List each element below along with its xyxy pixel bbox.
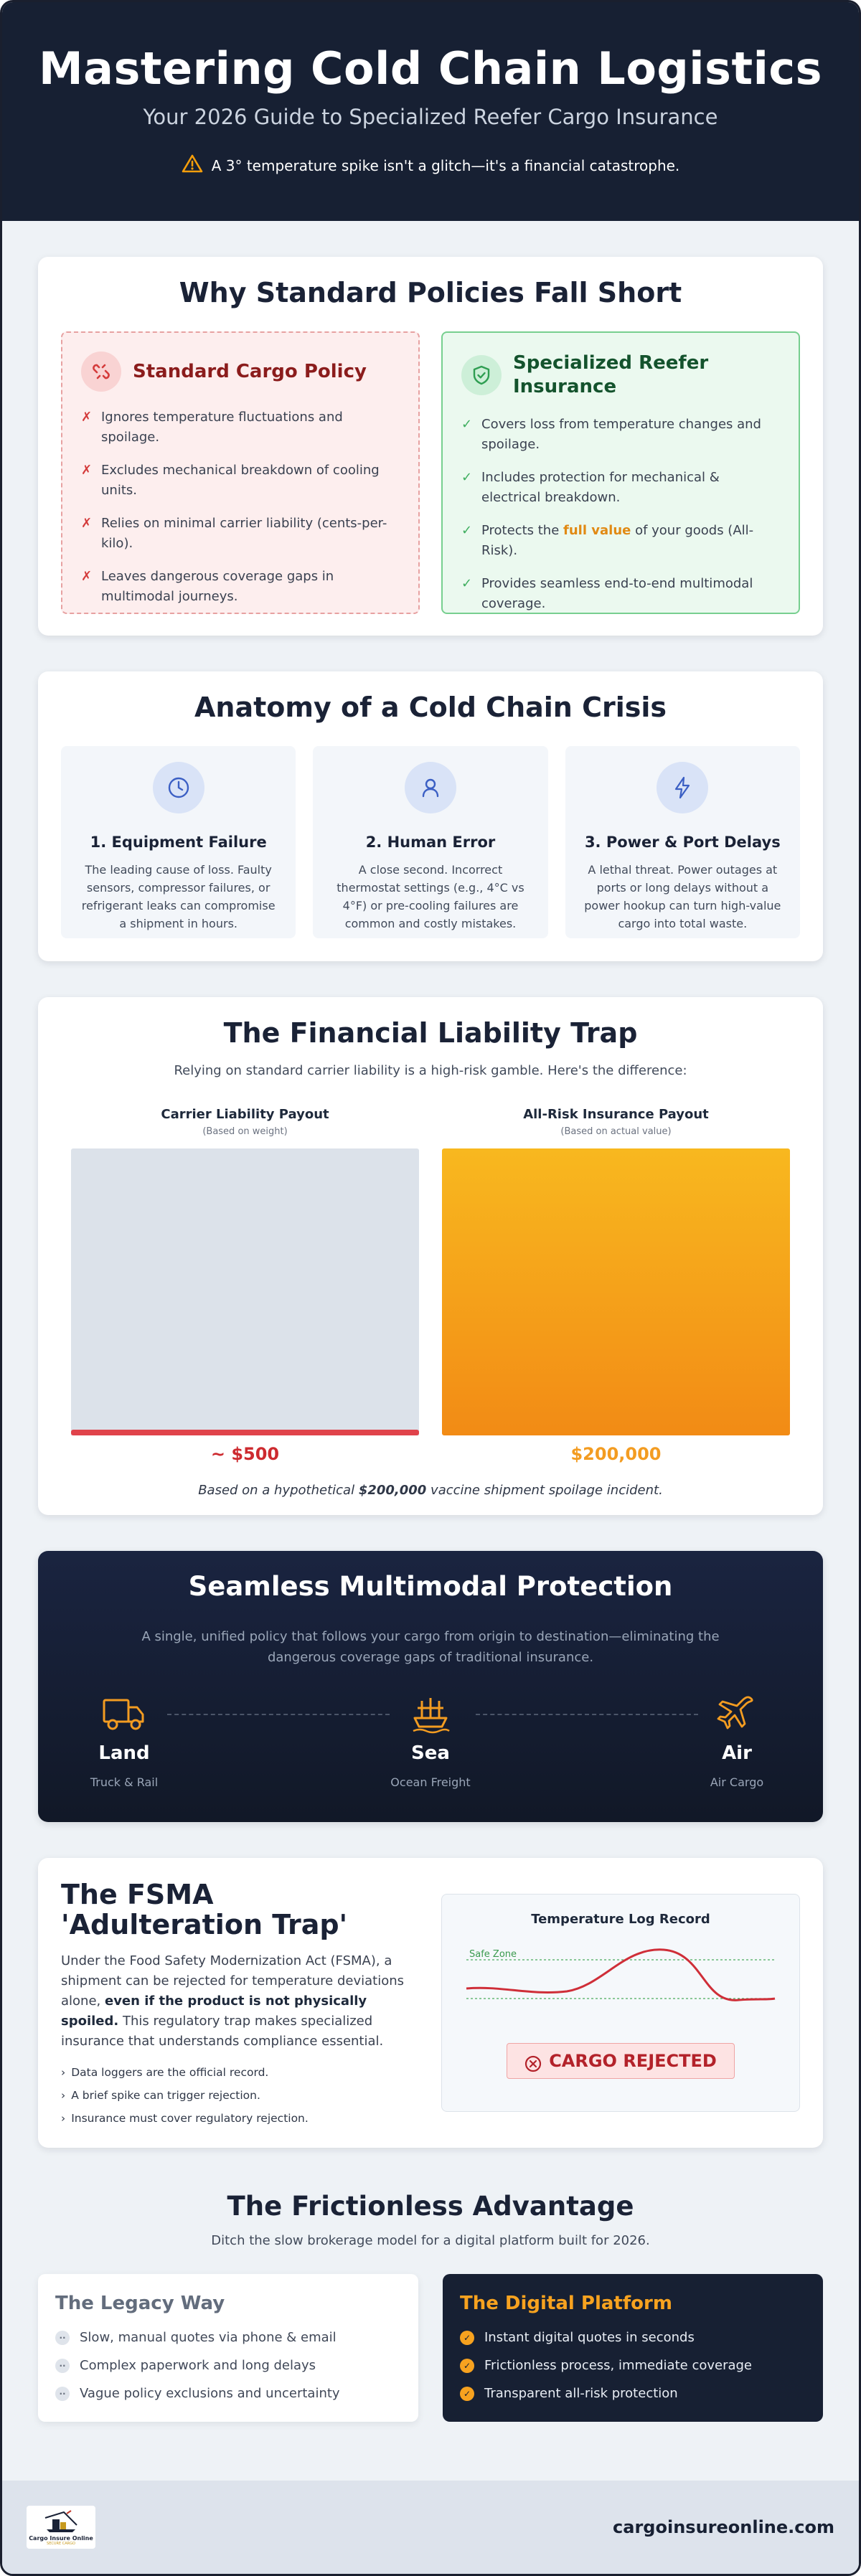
legacy-way-card	[38, 2274, 418, 2422]
list-item: › Insurance must cover regulatory rejection.	[61, 2112, 309, 2125]
why-title: Why Standard Policies Fall Short	[179, 277, 682, 308]
broken-link-icon	[81, 352, 121, 392]
mode-name: Sea	[411, 1742, 450, 1764]
digital-platform-card	[443, 2274, 823, 2422]
anatomy-title: Anatomy of a Cold Chain Crisis	[194, 692, 667, 723]
anatomy-section	[38, 671, 823, 961]
plane-icon	[694, 1692, 780, 1735]
crisis-title: 2. Human Error	[365, 834, 496, 851]
warning-icon	[182, 154, 203, 177]
warning-banner	[2, 154, 859, 177]
shield-check-icon	[461, 355, 502, 395]
list-item: ·· Vague policy exclusions and uncertainty	[55, 2386, 401, 2401]
bar-track	[71, 1148, 419, 1435]
warning-text: A 3° temperature spike isn't a glitch—it's a financial catastrophe.	[211, 156, 680, 174]
ellipsis-icon: ··	[55, 2359, 70, 2373]
bar-group-carrier	[71, 1107, 419, 1464]
legacy-title: The Legacy Way	[55, 2293, 225, 2314]
multimodal-section	[38, 1551, 823, 1822]
check-icon: ✓	[460, 2331, 474, 2345]
bar-carrier	[71, 1430, 419, 1435]
list-item: ✓ Transparent all-risk protection	[460, 2386, 806, 2401]
x-icon: ✗	[81, 516, 93, 531]
highlight-full-value: full value	[563, 523, 631, 538]
clock-icon	[153, 762, 204, 813]
bar-allrisk	[442, 1148, 790, 1435]
list-item: › Data loggers are the official record.	[61, 2066, 269, 2079]
why-section	[38, 257, 823, 636]
ellipsis-icon: ··	[55, 2387, 70, 2401]
mode-sub: Truck & Rail	[90, 1775, 159, 1789]
mode-sea	[387, 1692, 474, 1789]
liability-title: The Financial Liability Trap	[223, 1017, 638, 1049]
temperature-curve	[459, 1933, 782, 2033]
crisis-text: A lethal threat. Power outages at ports or long delays without a power hookup can turn high-value cargo into total waste.	[584, 863, 781, 930]
specialized-policy-card	[441, 331, 800, 614]
list-item: ✗ Ignores temperature fluctuations and spoilage.	[81, 407, 400, 448]
check-icon: ✓	[460, 2359, 474, 2373]
crisis-text: The leading cause of loss. Faulty sensors, compressor failures, or refrigerant leaks can compromise a shipment in hours.	[81, 863, 276, 930]
crisis-title: 1. Equipment Failure	[90, 834, 267, 851]
bar-track	[442, 1148, 790, 1435]
footer	[2, 2481, 859, 2574]
mode-sub: Ocean Freight	[390, 1775, 471, 1789]
crisis-card-power	[565, 746, 800, 938]
bar-subtitle: (Based on actual value)	[560, 1126, 672, 1137]
fsma-body: Under the Food Safety Modernization Act (FSMA), a shipment can be rejected for temperature deviations alone, even if the product is not physically spoiled. This regulatory trap makes specialized insurance that understands compliance essential.	[61, 1953, 404, 2049]
crisis-card-human	[313, 746, 547, 938]
safe-zone-label: Safe Zone	[469, 1949, 517, 1960]
website-link[interactable]: cargoinsureonline.com	[613, 2517, 834, 2537]
multimodal-title: Seamless Multimodal Protection	[188, 1571, 673, 1602]
crisis-text: A close second. Incorrect thermostat settings (e.g., 4°C vs 4°F) or pre-cooling failures are common and costly mistakes.	[337, 863, 524, 930]
list-item: ✓ Instant digital quotes in seconds	[460, 2330, 806, 2345]
lightning-icon	[657, 762, 708, 813]
bar-title: Carrier Liability Payout	[161, 1107, 329, 1122]
chevron-right-icon: ›	[61, 2089, 66, 2102]
fsma-section	[38, 1858, 823, 2148]
standard-policy-card	[61, 331, 420, 614]
circle-x-icon	[524, 2049, 542, 2072]
page-title: Mastering Cold Chain Logistics	[38, 42, 822, 95]
list-item: ✓ Provides seamless end-to-end multimodal coverage.	[461, 574, 780, 614]
frictionless-section	[2, 2191, 859, 2422]
check-icon: ✓	[461, 523, 473, 538]
liability-lead: Relying on standard carrier liability is a high-risk gamble. Here's the difference:	[174, 1063, 687, 1078]
hero-header	[2, 2, 859, 221]
payout-chart	[38, 1107, 823, 1464]
list-item: ✓ Protects the full value of your goods (All-Risk).	[461, 521, 780, 561]
frictionless-title: The Frictionless Advantage	[227, 2191, 634, 2222]
log-title: Temperature Log Record	[531, 1912, 710, 1927]
check-icon: ✓	[461, 417, 473, 432]
crisis-card-equipment	[61, 746, 296, 938]
check-icon: ✓	[460, 2387, 474, 2401]
chevron-right-icon: ›	[61, 2112, 66, 2125]
chevron-right-icon: ›	[61, 2066, 66, 2079]
list-item: ✓ Covers loss from temperature changes and spoilage.	[461, 415, 780, 455]
bar-background	[71, 1148, 419, 1435]
crisis-title: 3. Power & Port Delays	[584, 834, 781, 851]
liability-section	[38, 997, 823, 1515]
bar-group-allrisk	[442, 1107, 790, 1464]
ellipsis-icon: ··	[55, 2331, 70, 2345]
truck-icon	[81, 1692, 167, 1735]
ship-icon	[387, 1692, 474, 1735]
list-item: ✗ Relies on minimal carrier liability (cents-per-kilo).	[81, 514, 400, 554]
list-item: ✓ Includes protection for mechanical & electrical breakdown.	[461, 468, 780, 508]
list-item: ✗ Leaves dangerous coverage gaps in multimodal journeys.	[81, 567, 400, 607]
mode-air	[694, 1692, 780, 1789]
bar-value-label: ~ $500	[210, 1444, 280, 1464]
fsma-title: The FSMA 'Adulteration Trap'	[61, 1879, 348, 1940]
x-icon: ✗	[81, 463, 93, 478]
mode-land	[81, 1692, 167, 1789]
logo-tagline: SECURE CARGO	[47, 2541, 75, 2546]
page-subtitle: Your 2026 Guide to Specialized Reefer Cargo Insurance	[143, 105, 718, 129]
list-item: ✗ Excludes mechanical breakdown of cooling units.	[81, 461, 400, 501]
temperature-log-panel	[441, 1894, 800, 2112]
mode-name: Land	[98, 1742, 150, 1764]
connector-line	[167, 1714, 390, 1715]
cargo-rejected-badge: CARGO REJECTED	[507, 2043, 735, 2079]
bar-title: All-Risk Insurance Payout	[523, 1107, 709, 1122]
check-icon: ✓	[461, 576, 473, 591]
person-icon	[405, 762, 456, 813]
list-item: › A brief spike can trigger rejection.	[61, 2089, 260, 2102]
check-icon: ✓	[461, 470, 473, 485]
list-item: ✓ Frictionless process, immediate coverage	[460, 2358, 806, 2373]
specialized-policy-title: Specialized Reefer Insurance	[513, 352, 709, 397]
liability-note: Based on a hypothetical $200,000 vaccine shipment spoilage incident.	[198, 1483, 663, 1498]
x-icon: ✗	[81, 569, 93, 584]
logo-text: Cargo Insure Online	[29, 2534, 93, 2542]
list-item: ·· Slow, manual quotes via phone & email	[55, 2330, 401, 2345]
list-item: ·· Complex paperwork and long delays	[55, 2358, 401, 2373]
multimodal-lead: A single, unified policy that follows your cargo from origin to destination—eliminating the dangerous coverage gaps of traditional insurance.	[141, 1629, 720, 1665]
x-icon: ✗	[81, 410, 93, 425]
frictionless-lead: Ditch the slow brokerage model for a digital platform built for 2026.	[211, 2233, 650, 2248]
company-logo[interactable]	[27, 2506, 95, 2549]
digital-title: The Digital Platform	[460, 2293, 672, 2314]
bar-value-label: $200,000	[570, 1444, 662, 1464]
bar-subtitle: (Based on weight)	[202, 1126, 288, 1137]
mode-name: Air	[722, 1742, 752, 1764]
connector-line	[476, 1714, 698, 1715]
standard-policy-title: Standard Cargo Policy	[133, 361, 367, 382]
mode-sub: Air Cargo	[710, 1775, 764, 1789]
